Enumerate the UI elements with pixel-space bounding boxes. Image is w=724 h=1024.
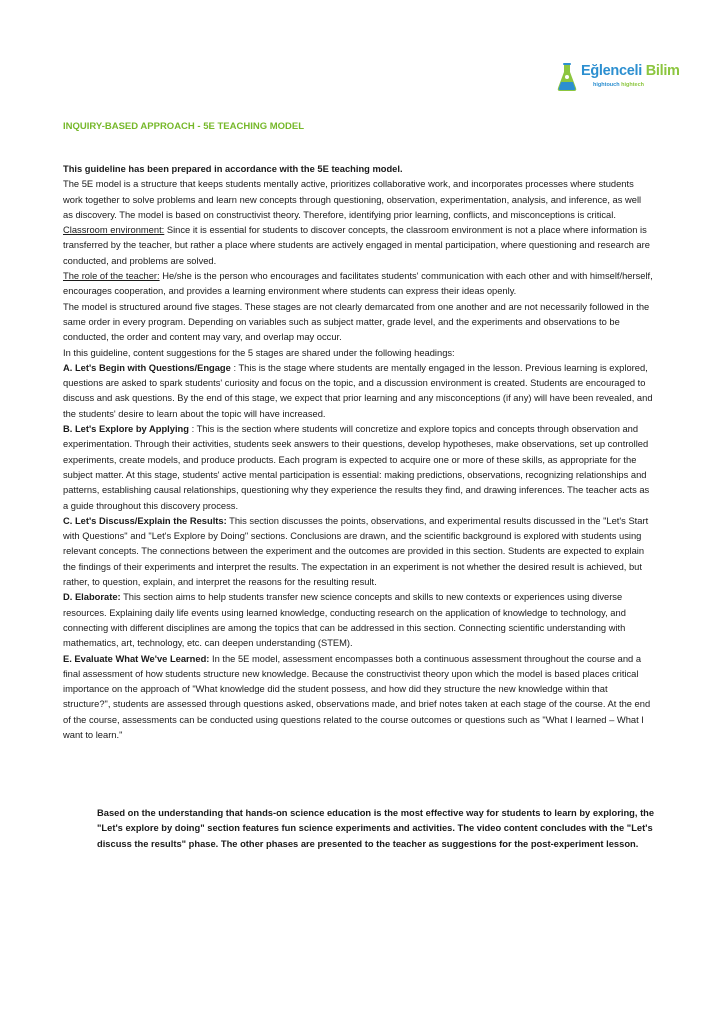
closing-note: Based on the understanding that hands-on science education is the most effective way for students to learn by exploring, the "Let's explore by doing" section features fun science experiments and activities. The video content concludes with the "Let's discuss the results" phase. The other phases are presented to the teacher as suggestions for the post-experiment lesson. bbox=[97, 808, 655, 849]
logo-tagline-part2: hightech bbox=[621, 82, 645, 88]
stage-a-label: A. Let's Begin with Questions/Engage bbox=[63, 362, 231, 373]
page-title: INQUIRY-BASED APPROACH - 5E TEACHING MODEL bbox=[63, 121, 305, 132]
stage-c-label: C. Let's Discuss/Explain the Results: bbox=[63, 515, 227, 526]
stage-a-text: : This is the stage where students are mentally engaged in the lesson. Previous learning is explored, questions are asked to spark students' curiosity and focus on the topic, and a discussion environment is created. Students are encouraged to discuss and ask questions. By the end of this stage, we expect that prior learning and any misconceptions (if any) will have been revealed, and the students' desire to learn about the topic will have increased. bbox=[63, 362, 653, 419]
logo-name-part2: Bilim bbox=[645, 63, 680, 79]
teacher-paragraph bbox=[63, 269, 653, 300]
flask-logo-icon bbox=[556, 62, 578, 92]
intro-paragraph: The 5E model is a structure that keeps students mentally active, prioritizes collaborative work, and incorporates processes where students work together to solve problems and learn new concepts through questioning, observation, experimentation, analysis, and inference, as well as discovery. The model is based on constructivist theory. Therefore, identifying prior learning, conflicts, and misconceptions is critical. bbox=[63, 179, 642, 220]
guideline-paragraph: In this guideline, content suggestions for the 5 stages are shared under the following headings: bbox=[63, 347, 455, 358]
model-paragraph: The model is structured around five stages. These stages are not clearly demarcated from one another and are not necessarily followed in the same order in every program. Depending on variables such as subject matter, grade level, and the experiments and observations to be conducted, the order and content may vary, and overlap may occur. bbox=[63, 301, 650, 343]
classroom-paragraph bbox=[63, 223, 653, 269]
classroom-label: Classroom environment: bbox=[63, 225, 165, 236]
intro-heading: This guideline has been prepared in accordance with the 5E teaching model. bbox=[63, 164, 403, 174]
document-body bbox=[63, 162, 653, 743]
brand-logo bbox=[556, 60, 680, 94]
stage-a-paragraph bbox=[63, 361, 653, 422]
stage-b-paragraph bbox=[63, 422, 653, 514]
logo-tagline-part1: hightouch bbox=[593, 82, 620, 88]
logo-tagline bbox=[593, 81, 644, 89]
stage-e-text: In the 5E model, assessment encompasses both a continuous assessment throughout the course and a final assessment of how students structure new knowledge. Because the constructivist theory upon which the model is based places critical importance on the approach of "What knowledge did the student possess, and how did they structure the new knowledge within that structure?", students are assessed through questions asked, observations made, and brief notes taken at each stage of the course. At the end of the course, assessments can be conducted using questions related to the course outcomes or questions such as "What I learned – What I want to learn." bbox=[63, 653, 651, 740]
logo-name-part1: Eğlenceli bbox=[581, 63, 642, 79]
stage-e-paragraph bbox=[63, 652, 653, 744]
teacher-label: The role of the teacher: bbox=[63, 271, 160, 282]
stage-e-label: E. Evaluate What We've Learned: bbox=[63, 653, 210, 664]
stage-d-label: D. Elaborate: bbox=[63, 592, 121, 603]
stage-c-paragraph bbox=[63, 514, 653, 590]
stage-b-text: : This is the section where students will concretize and explore topics and concepts through observation and experimentation. Through their activities, students seek answers to their questions, develop hypotheses, make observations, set up controlled experiments, create models, and produce products. Each program is expected to acquire one or more of these skills, as appropriate for the subject matter. At this stage, students' active mental participation is essential: making predictions, observations, recognizing relationships and patterns, establishing causal relationships, questioning why they experience the results they find, and drawing inferences. The teacher acts as a guide throughout this discovery process. bbox=[63, 424, 650, 511]
classroom-text: Since it is essential for students to discover concepts, the classroom environment is not a place where information is transferred by the teacher, but rather a place where students are actively engaged in mental participation, where questioning and research are conducted, and problems are solved. bbox=[63, 225, 650, 266]
logo-wordmark bbox=[581, 62, 680, 80]
stage-d-paragraph bbox=[63, 590, 653, 651]
stage-b-label: B. Let's Explore by Applying bbox=[63, 424, 189, 435]
stage-d-text: This section aims to help students transfer new science concepts and skills to new contexts or experiences using diverse resources. Explaining daily life events using learned knowledge, conducting research on the application of knowledge to technology, and connecting with different disciplines are among the topics that can be addressed in this section. Connecting scientific understanding with mathematics, art, technology, etc. can deepen understanding (STEM). bbox=[63, 592, 626, 649]
stage-c-text: This section discusses the points, observations, and experimental results discussed in the "Let's Start with Questions" and "Let's Explore by Doing" sections. Conclusions are drawn, and the scientific background is explored with students using relevant concepts. The connections between the experiment and the outcomes are provided in this section. Students are expected to explain the findings of their experiments and interpret the results. The expectation in an experiment is not whether the desired result is achieved, but rather, to question, explain, and interpret the reasons for the resulting result. bbox=[63, 515, 649, 588]
teacher-text: He/she is the person who encourages and facilitates students' communication with each other and with himself/herself, encourages cooperation, and provides a learning environment where students can express their ideas openly. bbox=[63, 271, 653, 297]
